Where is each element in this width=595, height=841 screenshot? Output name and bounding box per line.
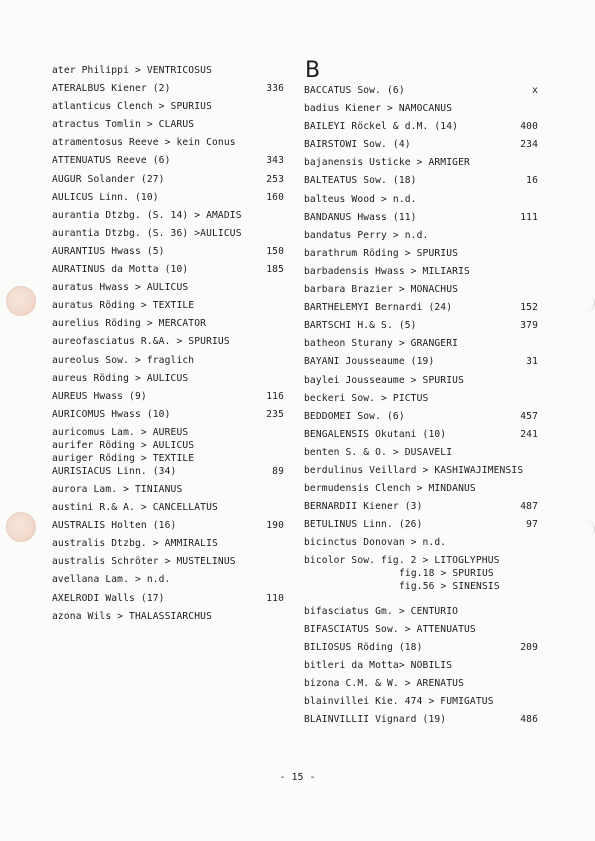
entry-page-number: 190	[266, 520, 284, 532]
index-entry	[304, 410, 538, 423]
entry-name: AURANTIUS Hwass (5)	[52, 245, 165, 257]
index-entry	[304, 174, 538, 187]
entry-name: auriger Röding > TEXTILE	[52, 452, 195, 464]
index-entry	[304, 374, 538, 387]
index-entry	[52, 610, 284, 623]
index-entry	[52, 483, 284, 496]
entry-name: AUGUR Solander (27)	[52, 173, 165, 185]
page-number: - 15 -	[279, 772, 316, 783]
entry-name: AUREUS Hwass (9)	[52, 390, 147, 402]
entry-name: ater Philippi > VENTRICOSUS	[52, 65, 212, 76]
index-entry	[52, 154, 284, 167]
entry-name: BENGALENSIS Okutani (10)	[304, 428, 447, 440]
entry-name: australis Dtzbg. > AMMIRALIS	[52, 538, 218, 550]
index-entry	[304, 247, 538, 260]
entry-name: aureofasciatus R.&A. > SPURIUS	[52, 336, 230, 348]
entry-name: bermudensis Clench > MINDANUS	[304, 483, 476, 495]
index-entry	[52, 281, 284, 294]
entry-name: balteus Wood > n.d.	[304, 193, 417, 205]
entry-page-number: 111	[520, 211, 538, 223]
entry-name: BAILEYI Röckel & d.M. (14)	[304, 121, 459, 133]
entry-name: ATERALBUS Kiener (2)	[52, 83, 171, 95]
index-entry	[304, 641, 538, 654]
punch-hole-top	[6, 286, 36, 316]
index-entry	[52, 209, 284, 222]
entry-page-number: 116	[266, 390, 284, 402]
index-entry	[304, 695, 538, 708]
entry-name: atractus Tomlin > CLARUS	[52, 119, 195, 131]
index-entry	[304, 518, 538, 531]
entry-name: berdulinus Veillard > KASHIWAJIMENSIS	[304, 464, 524, 476]
index-entry	[52, 555, 284, 568]
entry-name: ATTENUATUS Reeve (6)	[52, 155, 171, 167]
index-entry	[304, 677, 538, 690]
index-entry	[52, 573, 284, 586]
index-entry	[304, 84, 538, 97]
entry-name: bicinctus Donovan > n.d.	[304, 537, 447, 549]
entry-page-number: 150	[266, 245, 284, 257]
index-entry	[304, 120, 538, 133]
entry-page-number: 110	[266, 592, 284, 604]
entry-name: AURICOMUS Hwass (10)	[52, 408, 171, 420]
index-entry	[304, 605, 538, 618]
entry-name: aurelius Röding > MERCATOR	[52, 318, 207, 330]
index-entry	[304, 580, 538, 593]
entry-name: baylei Jousseaume > SPURIUS	[304, 374, 464, 386]
index-entry	[304, 482, 538, 495]
entry-name: BETULINUS Linn. (26)	[304, 519, 423, 531]
index-entry	[304, 536, 538, 549]
index-entry	[304, 659, 538, 672]
left-column	[52, 64, 284, 628]
entry-name: barathrum Röding > SPURIUS	[304, 247, 459, 259]
page-edge-mark	[576, 520, 595, 538]
entry-name: benten S. & O. > DUSAVELI	[304, 446, 453, 458]
entry-name: BERNARDII Kiener (3)	[304, 501, 423, 513]
entry-name: BACCATUS Sow. (6)	[304, 85, 405, 96]
index-entry	[52, 537, 284, 550]
index-entry	[52, 64, 284, 77]
index-entry	[52, 354, 284, 367]
entry-name: atlanticus Clench > SPURIUS	[52, 101, 212, 113]
index-entry	[304, 554, 538, 567]
index-entry	[52, 519, 284, 532]
entry-name: barbara Brazier > MONACHUS	[304, 284, 459, 296]
punch-hole-bottom	[6, 512, 36, 542]
entry-name: fig.56 > SINENSIS	[399, 581, 500, 593]
index-entry	[304, 446, 538, 459]
index-entry	[304, 319, 538, 332]
index-entry	[304, 567, 538, 580]
entry-name: AULICUS Linn. (10)	[52, 191, 159, 203]
index-entry	[304, 156, 538, 169]
entry-name: badius Kiener > NAMOCANUS	[304, 103, 453, 115]
entry-name: BARTSCHI H.& S. (5)	[304, 320, 417, 332]
entry-name: aurora Lam. > TINIANUS	[52, 483, 183, 495]
entry-name: bandatus Perry > n.d.	[304, 229, 429, 241]
index-entry	[304, 623, 538, 636]
entry-name: aureus Röding > AULICUS	[52, 372, 189, 384]
index-entry	[52, 118, 284, 131]
index-entry	[52, 390, 284, 403]
index-entry	[304, 464, 538, 477]
entry-page-number: 152	[520, 302, 538, 314]
entry-name: bicolor Sow. fig. 2 > LITOGLYPHUS	[304, 555, 500, 567]
entry-name: BALTEATUS Sow. (18)	[304, 175, 417, 187]
entry-page-number: 185	[266, 264, 284, 276]
entry-name: atramentosus Reeve > kein Conus	[52, 137, 236, 149]
entry-page-number: 487	[520, 501, 538, 513]
entry-name: bitleri da Motta> NOBILIS	[304, 659, 453, 671]
index-entry	[304, 355, 538, 368]
index-entry	[52, 227, 284, 240]
index-entry	[52, 439, 284, 452]
entry-name: barbadensis Hwass > MILIARIS	[304, 265, 470, 277]
index-entry	[52, 465, 284, 478]
entry-name: azona Wils > THALASSIARCHUS	[52, 610, 212, 622]
entry-name: aurifer Röding > AULICUS	[52, 439, 195, 451]
entry-name: auricomus Lam. > AUREUS	[52, 426, 189, 438]
index-entry	[304, 138, 538, 151]
index-entry	[304, 337, 538, 350]
entry-name: BAIRSTOWI Sow. (4)	[304, 139, 411, 151]
index-entry	[52, 372, 284, 385]
entry-name: bizona C.M. & W. > ARENATUS	[304, 677, 464, 689]
entry-page-number: 379	[520, 320, 538, 332]
index-entry	[52, 299, 284, 312]
entry-name: AURATINUS da Motta (10)	[52, 264, 189, 276]
entry-name: BANDANUS Hwass (11)	[304, 211, 417, 223]
index-entry	[52, 173, 284, 186]
entry-name: AUSTRALIS Holten (16)	[52, 520, 177, 532]
index-entry	[52, 408, 284, 421]
entry-page-number: 160	[266, 191, 284, 203]
section-letter: B	[305, 58, 321, 83]
entry-page-number: x	[532, 85, 538, 96]
index-entry	[304, 283, 538, 296]
index-entry	[304, 500, 538, 513]
entry-name: australis Schröter > MUSTELINUS	[52, 556, 236, 568]
entry-name: batheon Sturany > GRANGERI	[304, 338, 459, 350]
entry-page-number: 209	[520, 641, 538, 653]
entry-name: fig.18 > SPURIUS	[399, 568, 494, 580]
index-entry	[52, 100, 284, 113]
index-entry	[304, 102, 538, 115]
index-entry	[304, 713, 538, 726]
entry-page-number: 89	[272, 465, 284, 477]
entry-page-number: 234	[520, 139, 538, 151]
index-entry	[52, 426, 284, 439]
index-entry	[52, 263, 284, 276]
entry-name: BEDDOMEI Sow. (6)	[304, 410, 405, 422]
index-entry	[52, 191, 284, 204]
entry-page-number: 486	[520, 714, 538, 726]
entry-page-number: 16	[526, 175, 538, 187]
index-entry	[52, 501, 284, 514]
entry-page-number: 336	[266, 83, 284, 95]
entry-page-number: 343	[266, 155, 284, 167]
entry-page-number: 241	[520, 428, 538, 440]
entry-name: aureolus Sow. > fraglich	[52, 354, 195, 366]
entry-page-number: 400	[520, 121, 538, 133]
index-entry	[52, 592, 284, 605]
entry-name: aurantia Dtzbg. (S. 14) > AMADIS	[52, 209, 242, 221]
entry-name: avellana Lam. > n.d.	[52, 574, 171, 586]
entry-name: BIFASCIATUS Sow. > ATTENUATUS	[304, 623, 476, 635]
index-entry	[304, 392, 538, 405]
entry-name: auratus Röding > TEXTILE	[52, 300, 195, 312]
index-entry	[52, 317, 284, 330]
index-entry	[52, 245, 284, 258]
entry-page-number: 31	[526, 356, 538, 368]
entry-name: BAYANI Jousseaume (19)	[304, 356, 435, 368]
entry-name: bifasciatus Gm. > CENTURIO	[304, 605, 459, 617]
right-column	[304, 84, 538, 731]
page-edge-mark	[576, 294, 595, 312]
entry-name: aurantia Dtzbg. (S. 36) >AULICUS	[52, 227, 242, 239]
index-entry	[304, 428, 538, 441]
entry-name: AURISIACUS Linn. (34)	[52, 465, 177, 477]
index-entry	[304, 265, 538, 278]
entry-name: BARTHELEMYI Bernardi (24)	[304, 302, 453, 314]
entry-page-number: 253	[266, 173, 284, 185]
entry-name: austini R.& A. > CANCELLATUS	[52, 502, 218, 514]
entry-name: AXELRODI Walls (17)	[52, 592, 165, 604]
entry-name: bajanensis Usticke > ARMIGER	[304, 157, 470, 169]
entry-name: BILIOSUS Röding (18)	[304, 641, 423, 653]
entry-name: blainvillei Kie. 474 > FUMIGATUS	[304, 696, 494, 707]
index-entry	[52, 335, 284, 348]
entry-name: beckeri Sow. > PICTUS	[304, 392, 429, 404]
index-entry	[304, 193, 538, 206]
entry-page-number: 235	[266, 408, 284, 420]
index-entry	[52, 452, 284, 465]
entry-name: BLAINVILLII Vignard (19)	[304, 714, 447, 726]
entry-name: auratus Hwass > AULICUS	[52, 282, 189, 294]
entry-page-number: 97	[526, 519, 538, 531]
index-entry	[52, 82, 284, 95]
index-entry	[304, 301, 538, 314]
entry-page-number: 457	[520, 410, 538, 422]
index-entry	[304, 229, 538, 242]
index-entry	[304, 211, 538, 224]
index-entry	[52, 136, 284, 149]
